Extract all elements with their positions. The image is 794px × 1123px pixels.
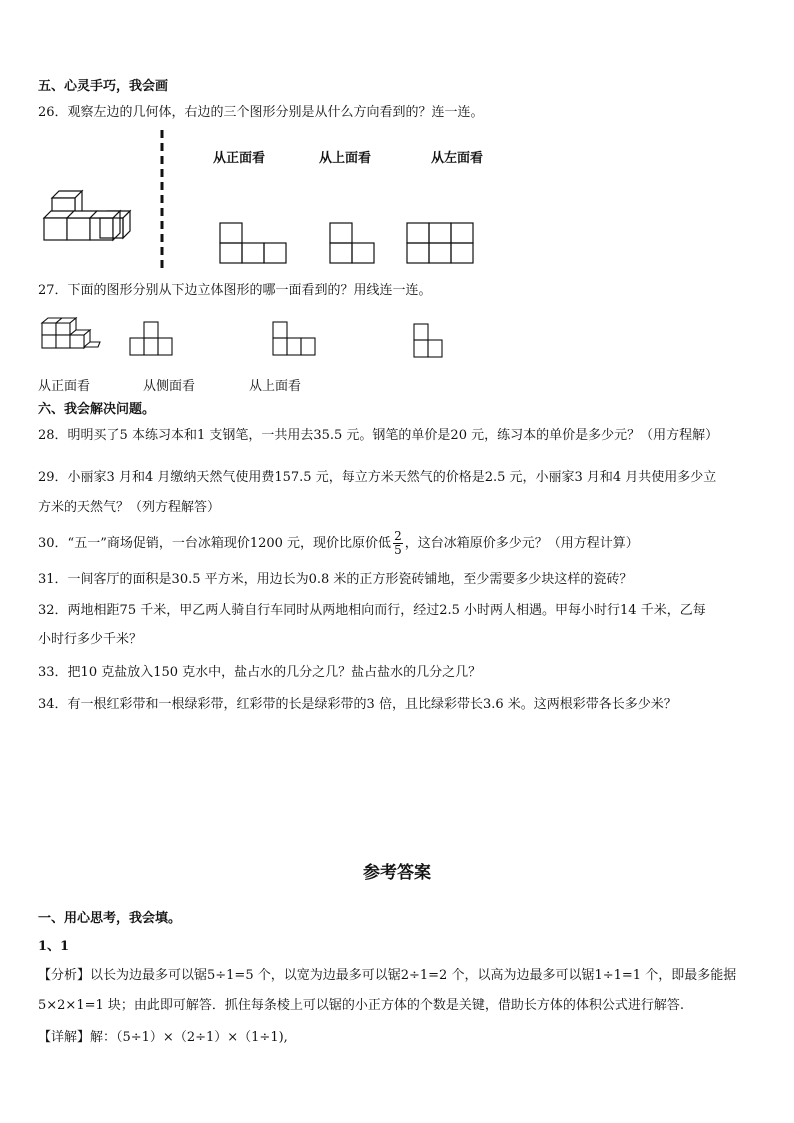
q26-label-top: 从上面看 bbox=[319, 151, 372, 166]
q27-solid-figure bbox=[38, 315, 102, 359]
q30-text-before: 30．“五一”商场促销，一台冰箱现价1200 元，现价比原价低 bbox=[38, 536, 392, 551]
q32-text-line2: 小时行多少千米？ bbox=[38, 632, 143, 647]
answers-section1-heading: 一、用心思考，我会填。 bbox=[38, 911, 182, 926]
q26-label-left: 从左面看 bbox=[431, 151, 484, 166]
q30-fraction bbox=[393, 530, 403, 557]
q30-fraction-numerator: 2 bbox=[394, 529, 402, 543]
q30-fraction-denominator: 5 bbox=[394, 543, 402, 557]
q26-solid-figure bbox=[40, 180, 145, 250]
section6-heading: 六、我会解决问题。 bbox=[38, 402, 156, 417]
q26-view-shape-2 bbox=[329, 222, 379, 264]
q26-dashed-divider bbox=[158, 130, 166, 270]
q26-text: 26．观察左边的几何体，右边的三个图形分别是从什么方向看到的？连一连。 bbox=[38, 105, 484, 120]
answers-detail: 【详解】解：（5÷1）×（2÷1）×（1÷1), bbox=[38, 1030, 288, 1045]
q34-text: 34．有一根红彩带和一根绿彩带，红彩带的长是绿彩带的3 倍，且比绿彩带长3.6 米。这两根彩带各长多少米？ bbox=[38, 697, 677, 712]
q33-text: 33．把10 克盐放入150 克水中，盐占水的几分之几？盐占盐水的几分之几？ bbox=[38, 665, 482, 680]
q27-label-front: 从正面看 bbox=[38, 379, 91, 394]
q31-text: 31．一间客厅的面积是30.5 平方米，用边长为0.8 米的正方形瓷砖铺地，至少需要多少块这样的瓷砖？ bbox=[38, 572, 633, 587]
q27-view-shape-2 bbox=[272, 321, 322, 357]
answers-analysis-line1: 【分析】以长为边最多可以锯5÷1=5 个，以宽为边最多可以锯2÷1=2 个，以高为边最多可以锯1÷1=1 个，即最多能据 bbox=[38, 968, 737, 983]
answers-title: 参考答案 bbox=[363, 863, 431, 883]
q26-view-shape-3 bbox=[406, 222, 476, 264]
q27-view-shape-1 bbox=[129, 321, 179, 357]
q29-text-line1: 29．小丽家3 月和4 月缴纳天然气使用费157.5 元，每立方米天然气的价格是2.5 元，小丽家3 月和4 月共使用多少立 bbox=[38, 470, 717, 485]
q27-view-shape-3 bbox=[413, 323, 449, 361]
q28-text: 28．明明买了5 本练习本和1 支钢笔，一共用去35.5 元。钢笔的单价是20 元，练习本的单价是多少元？（用方程解） bbox=[38, 428, 719, 443]
q29-text-line2: 方米的天然气？（列方程解答） bbox=[38, 500, 221, 515]
q32-text-line1: 32．两地相距75 千米，甲乙两人骑自行车同时从两地相向而行，经过2.5 小时两人相遇。甲每小时行14 千米，乙每 bbox=[38, 603, 706, 618]
q27-label-side: 从侧面看 bbox=[143, 379, 196, 394]
q26-view-shape-1 bbox=[219, 222, 289, 264]
q26-label-front: 从正面看 bbox=[213, 151, 266, 166]
q30-text-after: ，这台冰箱原价多少元？（用方程计算） bbox=[404, 536, 639, 551]
answers-item1: 1、1 bbox=[38, 939, 70, 954]
q27-label-top: 从上面看 bbox=[249, 379, 302, 394]
answers-analysis-line2: 5×2×1=1 块；由此即可解答．抓住每条棱上可以锯的小正方体的个数是关键，借助长方体的体积公式进行解答. bbox=[38, 998, 685, 1013]
q27-text: 27．下面的图形分别从下边立体图形的哪一面看到的？用线连一连。 bbox=[38, 283, 432, 298]
q30-text bbox=[38, 530, 639, 560]
section5-heading: 五、心灵手巧，我会画 bbox=[38, 79, 169, 94]
